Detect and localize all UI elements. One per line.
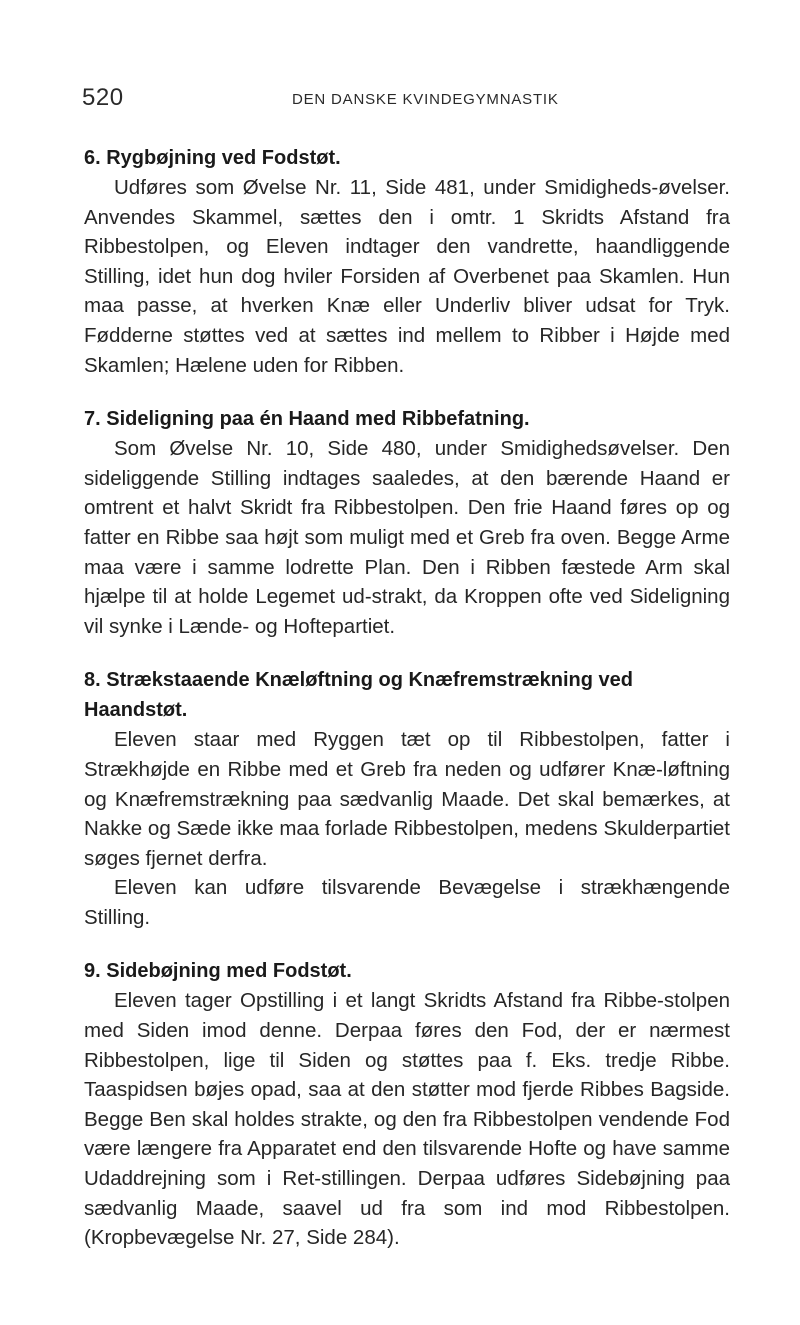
section-heading: 6. Rygbøjning ved Fodstøt. — [84, 147, 341, 169]
paragraph: Udføres som Øvelse Nr. 11, Side 481, under Smidigheds-øvelser. Anvendes Skammel, sættes den i omtr. 1 Skridts Afstand fra Ribbestolpen, og Eleven indtager den vandrette, haandliggende Stilling, idet hun dog hviler Forsiden af Overbenet paa Skamlen. Hun maa passe, at hverken Knæ eller Underliv bliver udsat for Tryk. Fødderne støttes ved at sættes ind mellem to Ribber i Højde med Skamlen; Hælene uden for Ribben. — [84, 176, 730, 377]
running-title: DEN DANSKE KVINDEGYMNASTIK — [292, 91, 559, 108]
exercise-section-6 — [84, 143, 730, 380]
paragraph: Eleven tager Opstilling i et langt Skridts Afstand fra Ribbe-stolpen med Siden imod denne. Derpaa føres den Fod, der er nærmest Ribbestolpen, lige til Siden og støttes paa f. Eks. tredje Ribbe. Taaspidsen bøjes opad, saa at den støtter mod fjerde Ribbes Bagside. Begge Ben skal holdes strakte, og den fra Ribbestolpen vendende Fod være længere fra Apparatet end den tilsvarende Hofte og have samme Udaddrejning som i Ret-stillingen. Derpaa udføres Sidebøjning paa sædvanlig Maade, saavel ud fra som ind mod Ribbestolpen. (Kropbevægelse Nr. 27, Side 284). — [84, 989, 730, 1250]
section-heading: 9. Sidebøjning med Fodstøt. — [84, 960, 352, 983]
paragraph: Som Øvelse Nr. 10, Side 480, under Smidighedsøvelser. Den sideliggende Stilling indtages saaledes, at den bærende Haand er omtrent et halvt Skridt fra Ribbestolpen. Den frie Haand føres op og fatter en Ribbe saa højt som muligt med et Greb fra oven. Begge Arme maa være i samme lodrette Plan. Den i Ribben fæstede Arm skal hjælpe til at holde Legemet ud-strakt, da Kroppen ofte ved Sideligning vil synke i Lænde- og Hoftepartiet. — [84, 437, 730, 638]
exercise-section-7 — [84, 404, 730, 641]
page-body — [84, 143, 730, 1277]
section-heading: 8. Strækstaaende Knæløftning og Knæfremstrækning ved Haandstøt. — [84, 669, 633, 722]
exercise-section-8 — [84, 665, 730, 932]
paragraph: Eleven staar med Ryggen tæt op til Ribbestolpen, fatter i Strækhøjde en Ribbe med et Greb fra neden og udfører Knæ-løftning og Knæfremstrækning paa sædvanlig Maade. Det skal bemærkes, at Nakke og Sæde ikke maa forlade Ribbestolpen, medens Skulderpartiet søges fjernet derfra. — [84, 728, 730, 870]
exercise-section-9 — [84, 956, 730, 1252]
paragraph: Eleven kan udføre tilsvarende Bevægelse i strækhængende Stilling. — [84, 876, 730, 929]
page-number: 520 — [82, 84, 124, 111]
section-heading: 7. Sideligning paa én Haand med Ribbefatning. — [84, 408, 530, 431]
running-header — [82, 84, 722, 114]
